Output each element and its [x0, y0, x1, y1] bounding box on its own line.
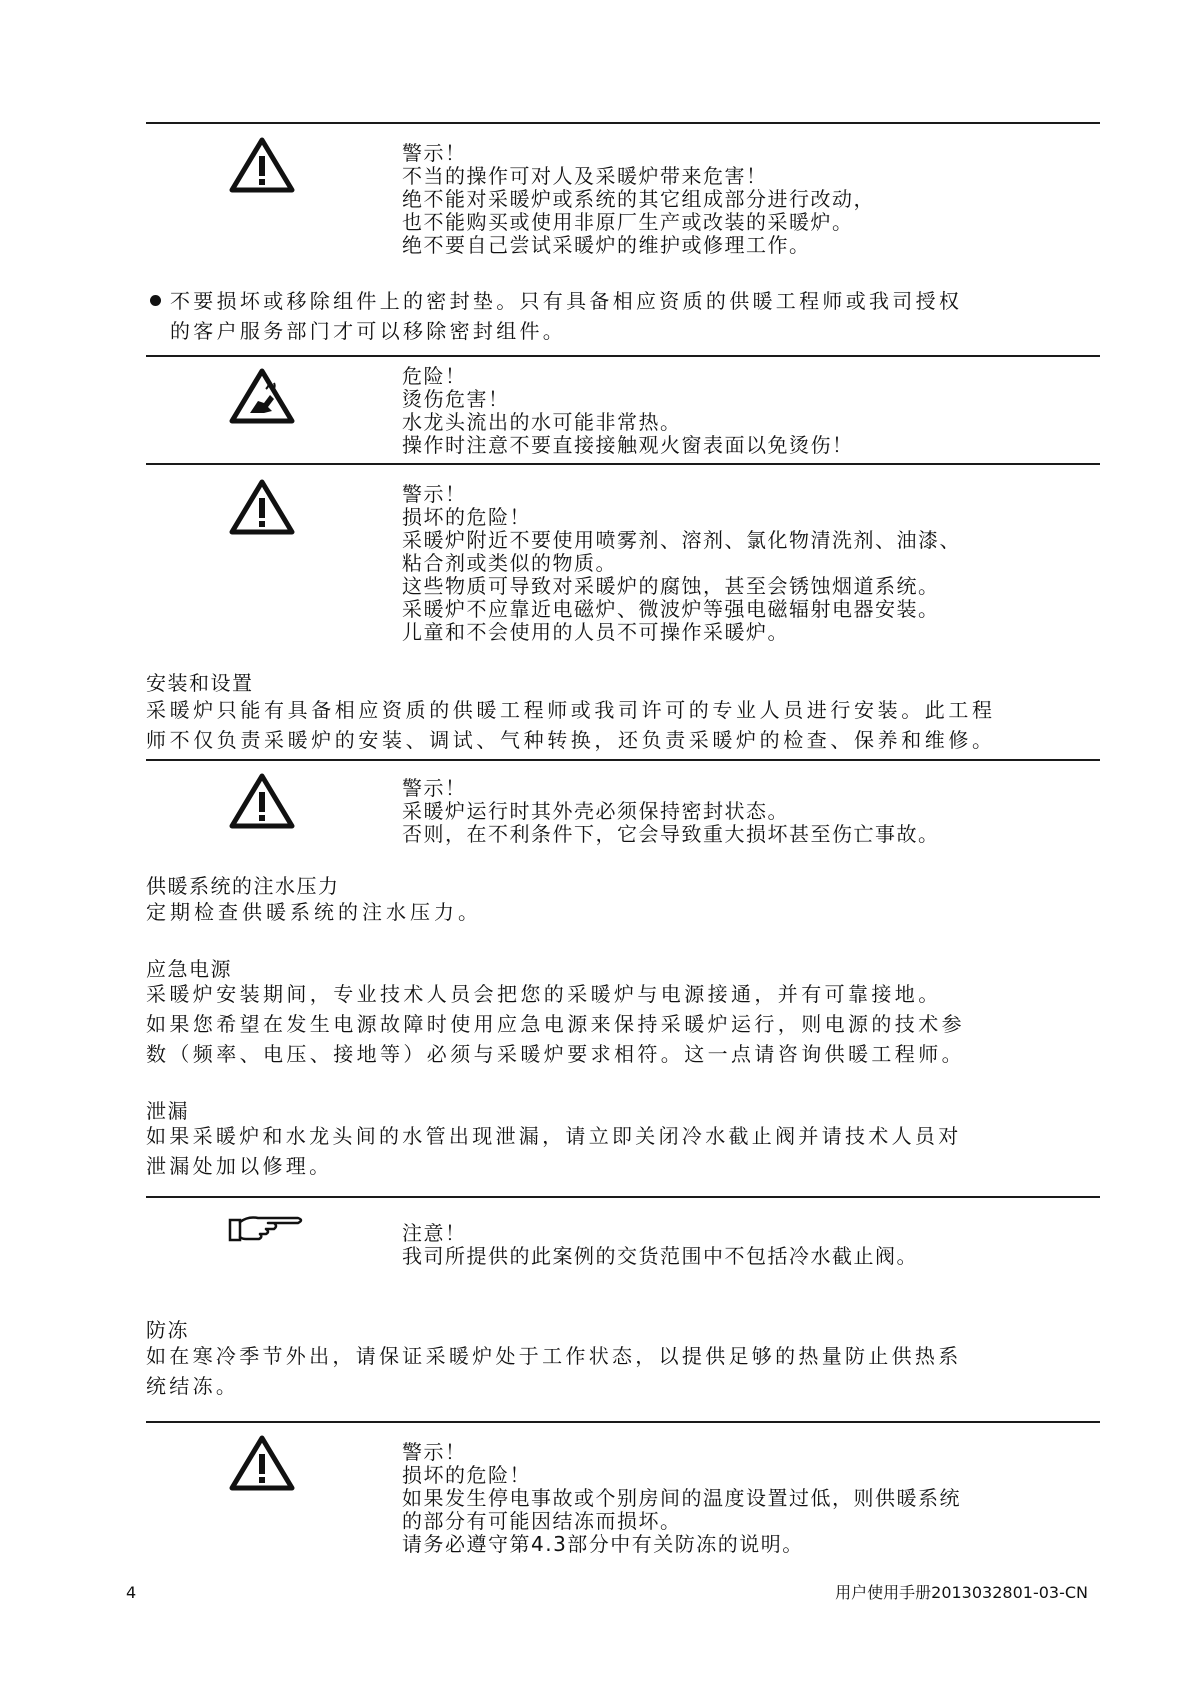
pressure-text — [146, 897, 482, 927]
para-line: 如果您希望在发生电源故障时使用应急电源来保持采暖炉运行，则电源的技术参 — [146, 1012, 965, 1036]
install-text — [146, 695, 996, 755]
section-heading-power: 应急电源 — [146, 957, 232, 981]
notice-line: 采暖炉附近不要使用喷雾剂、溶剂、氯化物清洗剂、油漆、 — [402, 528, 961, 552]
notice-line: 我司所提供的此案例的交货范围中不包括冷水截止阀。 — [402, 1244, 918, 1268]
notice-line: 水龙头流出的水可能非常热。 — [402, 410, 682, 434]
section-heading-pressure: 供暖系统的注水压力 — [146, 874, 340, 898]
notice-title: 警示！ — [402, 776, 467, 800]
notice-line: 损坏的危险！ — [402, 505, 531, 529]
page-number: 4 — [126, 1583, 137, 1602]
warning-notice-damage — [402, 483, 961, 644]
para-line: 统结冻。 — [146, 1374, 240, 1398]
notice-line: 损坏的危险！ — [402, 1463, 531, 1487]
para-line: 采暖炉只能有具备相应资质的供暖工程师或我司许可的专业人员进行安装。此工程 — [146, 698, 996, 722]
notice-line: 的部分有可能因结冻而损坏。 — [402, 1509, 682, 1533]
notice-title: 警示！ — [402, 1440, 467, 1464]
section-heading-frost: 防冻 — [146, 1318, 189, 1342]
notice-line: 不当的操作可对人及采暖炉带来危害！ — [402, 164, 768, 188]
notice-line: 这些物质可导致对采暖炉的腐蚀，甚至会锈蚀烟道系统。 — [402, 574, 940, 598]
divider — [146, 355, 1100, 357]
para-line: 如果采暖炉和水龙头间的水管出现泄漏，请立即关闭冷水截止阀并请技术人员对 — [146, 1124, 962, 1148]
leak-text — [146, 1121, 962, 1181]
notice-line: 操作时注意不要直接接触观火窗表面以免烫伤！ — [402, 433, 854, 457]
warning-triangle-icon — [228, 772, 296, 830]
notice-line: 采暖炉不应靠近电磁炉、微波炉等强电磁辐射电器安装。 — [402, 597, 940, 621]
bullet-text — [170, 286, 962, 346]
bullet-icon — [150, 295, 161, 306]
pointing-hand-icon — [226, 1210, 306, 1244]
warning-triangle-icon — [228, 136, 296, 194]
notice-title: 警示！ — [402, 141, 467, 165]
warning-notice-general — [402, 142, 875, 257]
section-heading-install: 安装和设置 — [146, 671, 254, 695]
danger-notice-burn — [402, 365, 854, 457]
para-line: 师不仅负责采暖炉的安装、调试、气种转换，还负责采暖炉的检查、保养和维修。 — [146, 728, 996, 752]
para-line: 泄漏处加以修理。 — [146, 1154, 333, 1178]
notice-line: 烫伤危害！ — [402, 387, 510, 411]
para-line: 数（频率、电压、接地等）必须与采暖炉要求相符。这一点请咨询供暖工程师。 — [146, 1042, 965, 1066]
notice-line: 绝不能对采暖炉或系统的其它组成部分进行改动， — [402, 187, 875, 211]
frost-text — [146, 1341, 962, 1401]
para-line: 定期检查供暖系统的注水压力。 — [146, 900, 482, 924]
warning-triangle-icon — [228, 1434, 296, 1492]
note-notice — [402, 1222, 918, 1268]
notice-line: 粘合剂或类似的物质。 — [402, 551, 617, 575]
burn-hazard-icon — [228, 367, 296, 425]
document-id: 用户使用手册2013032801-03-CN — [835, 1583, 1088, 1602]
notice-title: 危险！ — [402, 364, 467, 388]
bullet-line: 不要损坏或移除组件上的密封垫。只有具备相应资质的供暖工程师或我司授权 — [170, 289, 963, 313]
notice-line: 也不能购买或使用非原厂生产或改装的采暖炉。 — [402, 210, 854, 234]
divider — [146, 463, 1100, 465]
bullet-line: 的客户服务部门才可以移除密封组件。 — [170, 319, 567, 343]
notice-line: 绝不要自己尝试采暖炉的维护或修理工作。 — [402, 233, 811, 257]
notice-title: 警示！ — [402, 482, 467, 506]
notice-line: 否则，在不利条件下，它会导致重大损坏甚至伤亡事故。 — [402, 822, 940, 846]
warning-triangle-icon — [228, 478, 296, 536]
divider — [146, 1421, 1100, 1423]
notice-line: 儿童和不会使用的人员不可操作采暖炉。 — [402, 620, 789, 644]
warning-notice-frost — [402, 1441, 961, 1556]
divider — [146, 759, 1100, 761]
section-heading-leak: 泄漏 — [146, 1099, 189, 1123]
notice-line: 如果发生停电事故或个别房间的温度设置过低，则供暖系统 — [402, 1486, 961, 1510]
divider — [146, 122, 1100, 124]
divider — [146, 1196, 1100, 1198]
power-text — [146, 979, 965, 1069]
notice-line: 采暖炉运行时其外壳必须保持密封状态。 — [402, 799, 789, 823]
para-line: 如在寒冷季节外出，请保证采暖炉处于工作状态，以提供足够的热量防止供热系 — [146, 1344, 962, 1368]
para-line: 采暖炉安装期间，专业技术人员会把您的采暖炉与电源接通，并有可靠接地。 — [146, 982, 942, 1006]
warning-notice-casing — [402, 777, 940, 846]
notice-title: 注意！ — [402, 1221, 467, 1245]
notice-line: 请务必遵守第4.3部分中有关防冻的说明。 — [402, 1532, 804, 1556]
